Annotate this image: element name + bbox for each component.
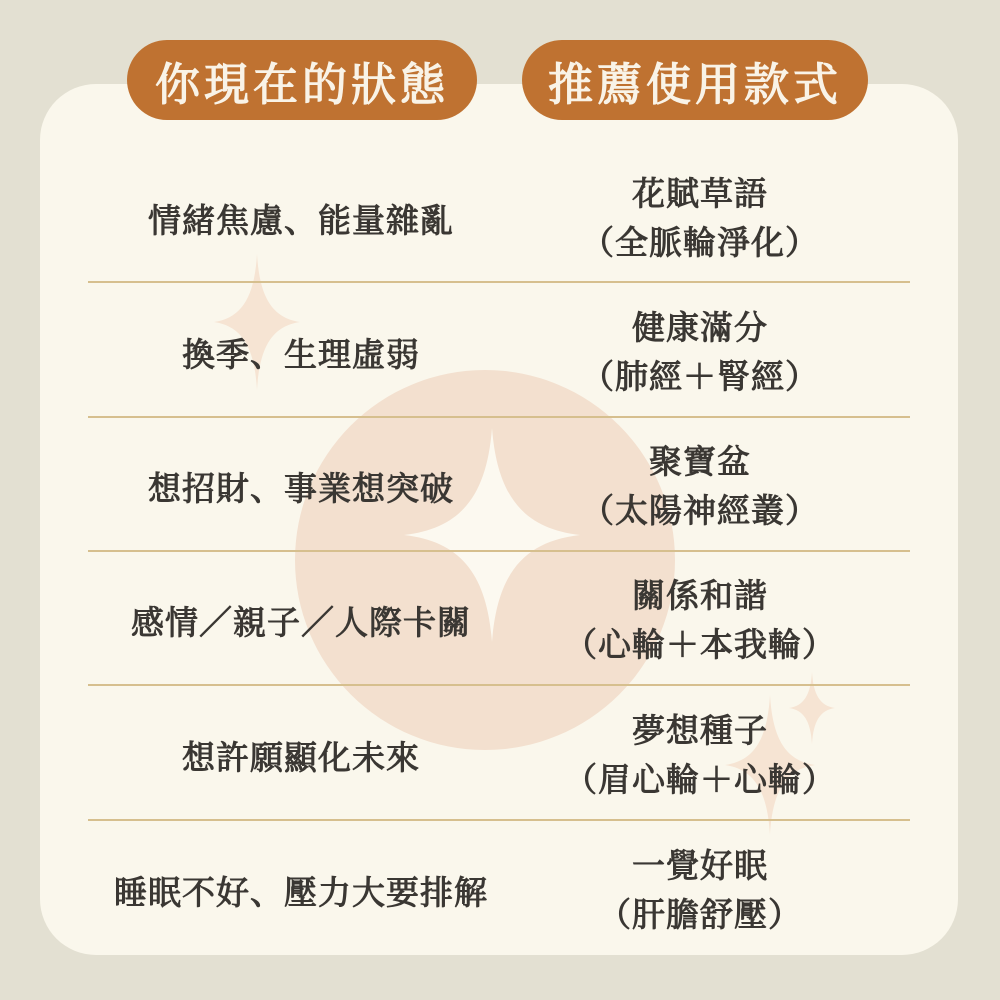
row-divider <box>88 550 910 552</box>
product-detail: （心輪＋本我輪） <box>564 626 836 663</box>
product-name: 一覺好眠 <box>632 847 768 884</box>
state-text: 想招財、事業想突破 <box>148 469 454 507</box>
row-divider <box>88 819 910 821</box>
table-row <box>40 292 958 412</box>
product-name: 夢想種子 <box>632 712 768 749</box>
recommendation-cell <box>500 292 900 412</box>
product-detail: （眉心輪＋心輪） <box>564 761 836 798</box>
product-detail: （太陽神經叢） <box>581 492 819 529</box>
state-text: 想許願顯化未來 <box>182 738 420 776</box>
state-text: 睡眠不好、壓力大要排解 <box>114 873 488 911</box>
recommendation-cell <box>500 695 900 815</box>
product-detail: （肺經＋腎經） <box>581 358 819 395</box>
recommendation-card <box>40 84 958 955</box>
table-row <box>40 426 958 546</box>
product-name: 聚寶盆 <box>649 443 751 480</box>
recommendation-cell <box>500 426 900 546</box>
recommendation-cell <box>500 560 900 680</box>
row-divider <box>88 281 910 283</box>
recommendation-cell <box>500 830 900 950</box>
product-detail: （全脈輪淨化） <box>581 224 819 261</box>
row-divider <box>88 416 910 418</box>
state-text: 情緒焦慮、能量雜亂 <box>148 201 454 239</box>
table-row <box>40 158 958 278</box>
product-name: 健康滿分 <box>632 309 768 346</box>
table-row <box>40 560 958 680</box>
recommendation-cell <box>500 158 900 278</box>
table-row <box>40 830 958 950</box>
row-divider <box>88 684 910 686</box>
table-row <box>40 695 958 815</box>
product-detail: （肝膽舒壓） <box>598 896 802 933</box>
product-name: 花賦草語 <box>632 175 768 212</box>
product-name: 關係和諧 <box>632 577 768 614</box>
header-current-state: 你現在的狀態 <box>127 40 477 120</box>
state-text: 換季、生理虛弱 <box>182 335 420 373</box>
header-recommended-style: 推薦使用款式 <box>522 40 868 120</box>
state-text: 感情／親子／人際卡關 <box>131 603 471 641</box>
